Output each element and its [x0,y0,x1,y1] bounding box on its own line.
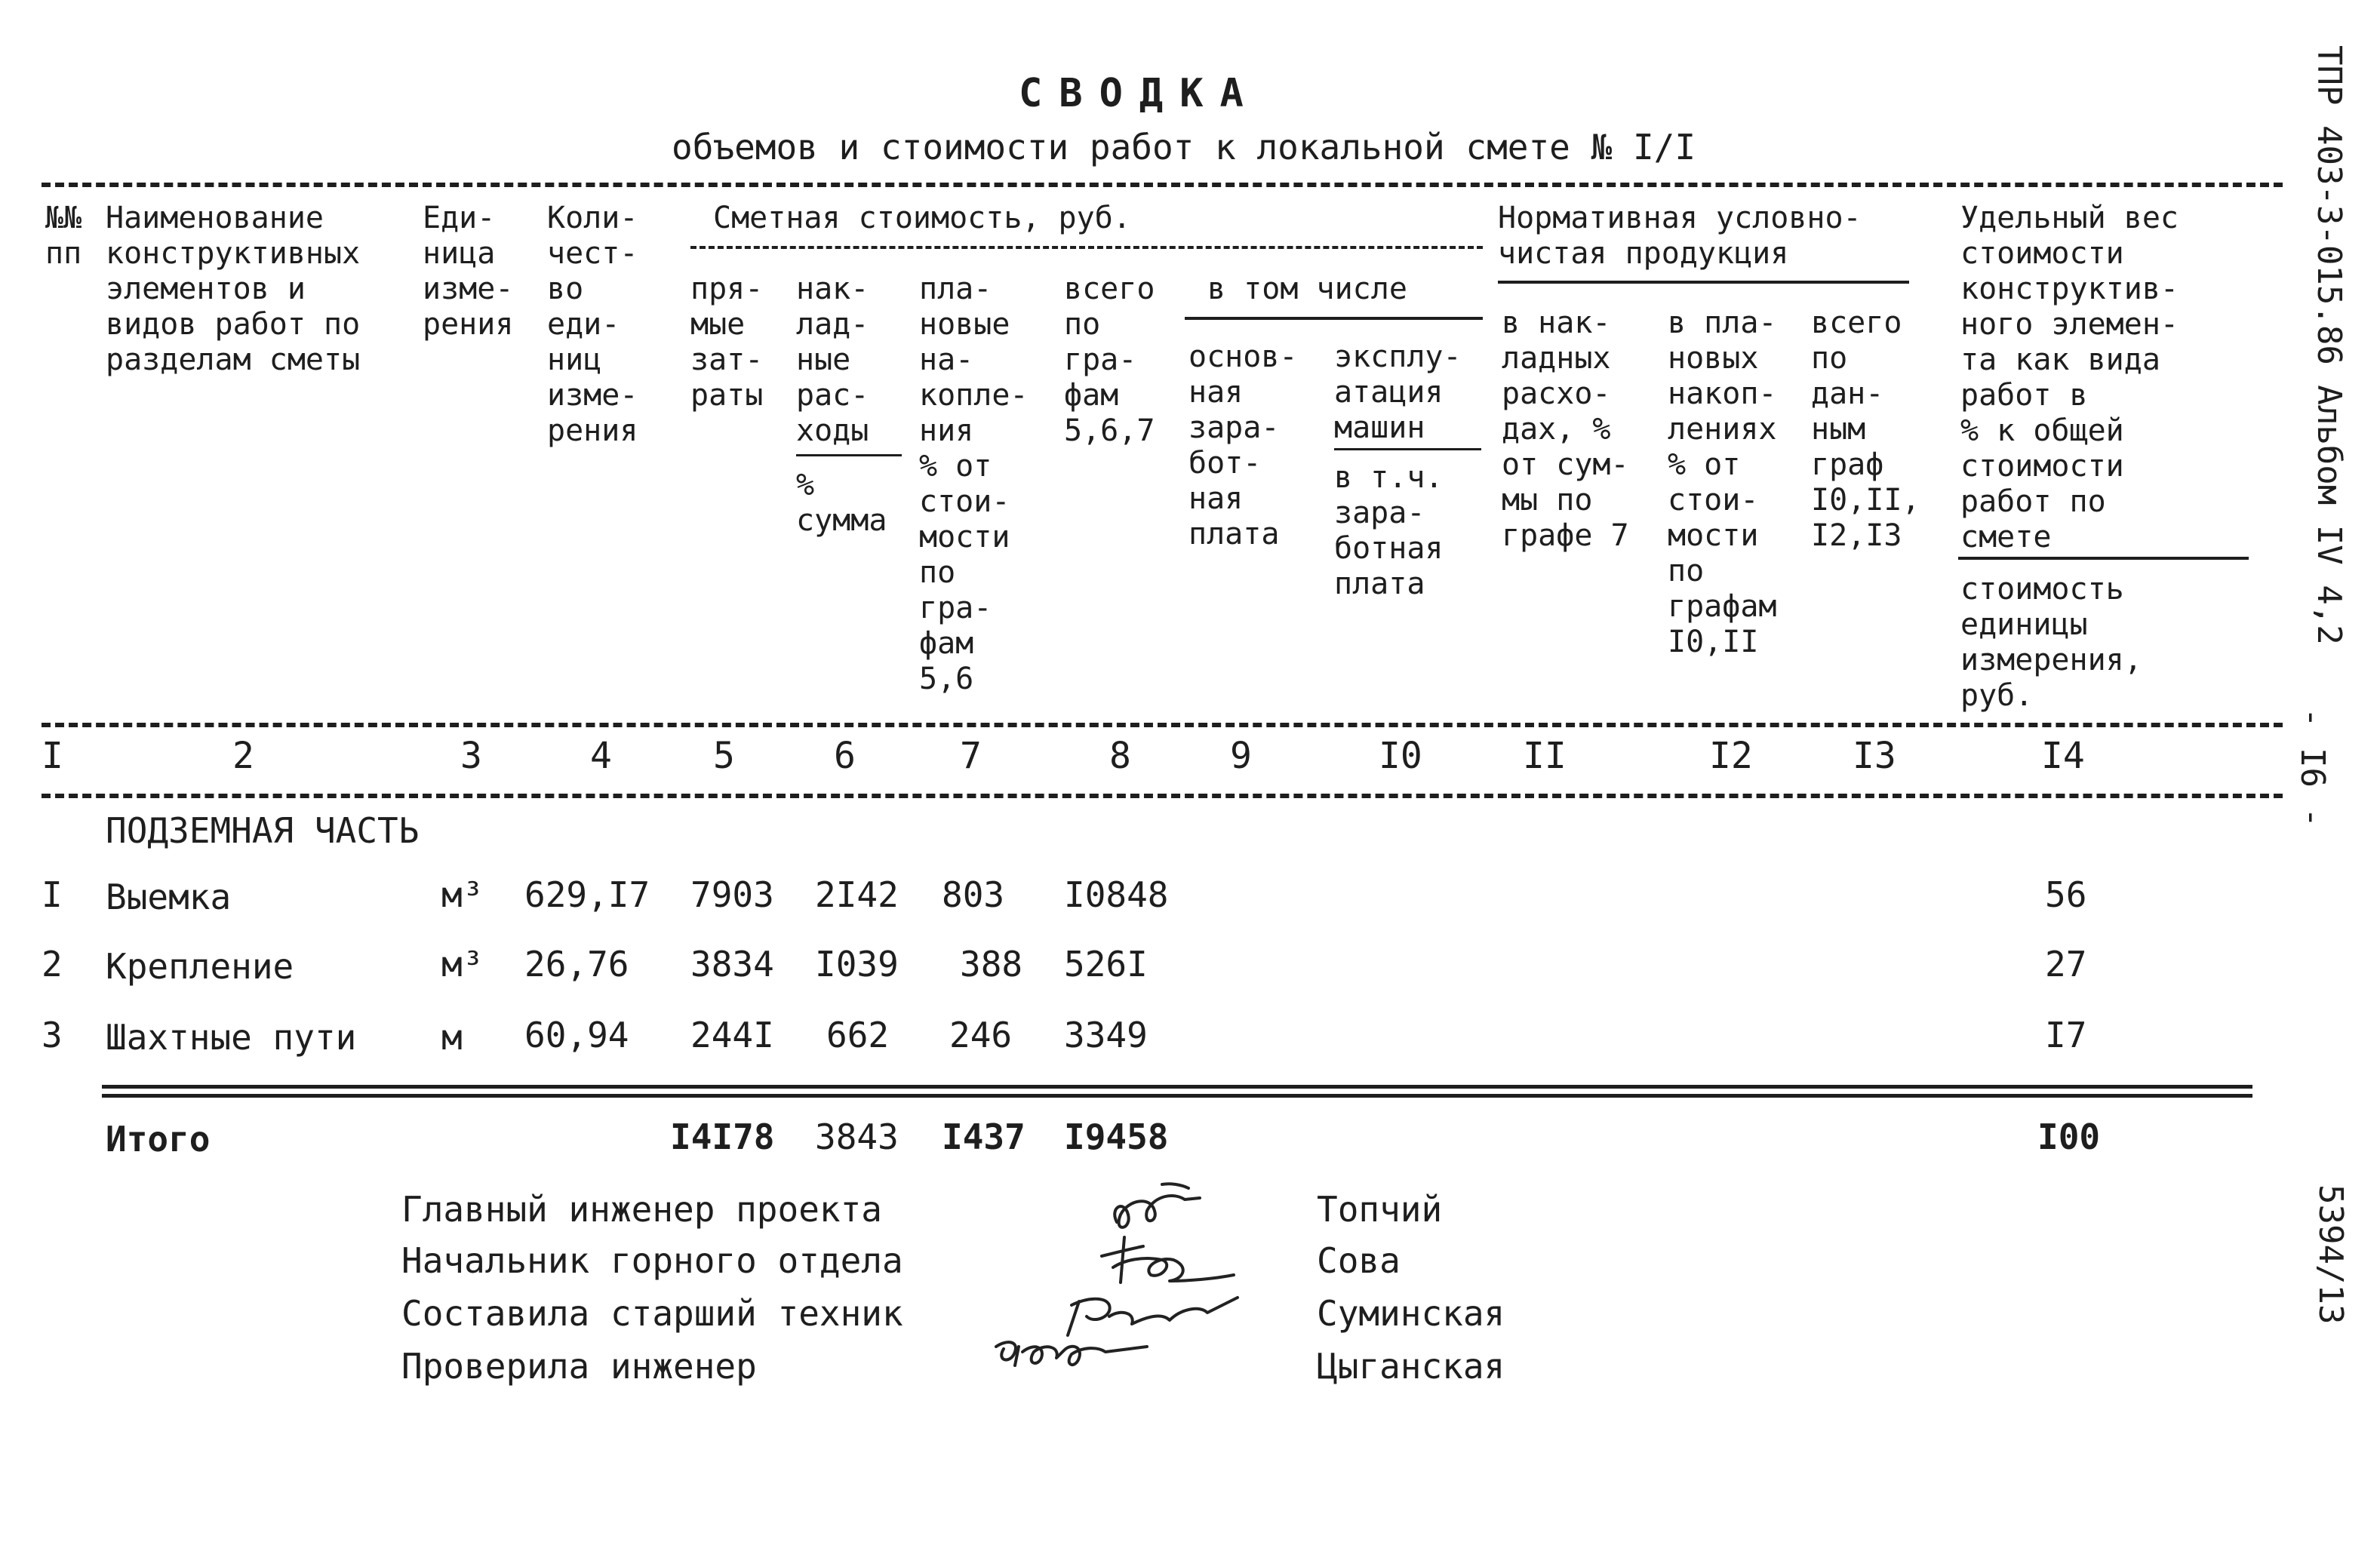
row-name: Крепление [106,946,294,987]
header-norm-group: Нормативная условно- чистая продукция [1498,201,1862,271]
totals-rule-upper [102,1085,2252,1089]
totals-label: Итого [106,1119,211,1160]
col-number-5: 5 [713,735,735,777]
header-col-6-bottom: % сумма [796,468,887,538]
row-share: 27 [2045,944,2087,984]
header-col-13: всего по дан- ным граф I0,II, I2,I3 [1811,306,1920,553]
col-number-9: 9 [1230,735,1252,777]
row-accumulations: 803 [942,874,1005,915]
header-col-11: в нак- ладных расхо- дах, % от сум- мы по графе 7 [1502,306,1629,553]
col-number-12: I2 [1709,735,1753,777]
signature-role-checked-by: Проверила инженер [401,1346,757,1387]
page-number-marker: - I6 - [2293,708,2332,828]
row-accumulations: 388 [960,944,1023,984]
norm-group-rule [1498,281,1909,284]
signature-name-chief-engineer: Топчий [1317,1189,1443,1230]
col-number-1: I [42,735,63,777]
header-col-10-top: эксплу- атация машин [1334,339,1462,445]
col-number-13: I3 [1853,735,1896,777]
row-share: 56 [2045,874,2087,915]
column-numbers-bottom-rule [42,794,2283,798]
row-quantity: 629,I7 [524,874,650,915]
column-numbers-top-rule [42,723,2283,727]
row-overhead: 2I42 [815,874,899,915]
row-direct-costs: 244I [690,1015,774,1055]
signature-role-compiled-by: Составила старший техник [401,1293,903,1334]
row-unit: м³ [441,944,484,984]
row-quantity: 26,76 [524,944,629,984]
cost-group-rule [690,246,1483,249]
row-overhead: I039 [815,944,899,984]
totals-overhead: 3843 [815,1117,899,1157]
incl-group-rule [1185,317,1483,320]
signature-role-chief-engineer: Главный инженер проекта [401,1189,882,1230]
header-col-7: пла- новые на- копле- ния % от стои- мости по гра- фам 5,6 [919,272,1029,696]
row-name: Выемка [106,877,232,917]
header-incl-group: в том числе [1207,272,1407,306]
col-number-7: 7 [960,735,982,777]
handwritten-signatures [973,1154,1305,1403]
col-number-10: I0 [1379,735,1422,777]
header-col-6-top: нак- лад- ные рас- ходы [796,272,869,448]
signature-name-checked-by: Цыганская [1317,1346,1505,1387]
row-direct-costs: 7903 [690,874,774,915]
col-number-11: II [1523,735,1567,777]
row-number: 2 [42,944,63,984]
col-10-divider [1334,448,1481,450]
row-total: I0848 [1064,874,1169,915]
header-col-14-bottom: стоимость единицы измерения, руб. [1960,572,2142,713]
row-accumulations: 246 [949,1015,1013,1055]
col-number-8: 8 [1109,735,1131,777]
row-total: 3349 [1064,1015,1148,1055]
row-name: Шахтные пути [106,1017,357,1058]
row-number: 3 [42,1015,63,1055]
row-share: I7 [2045,1015,2087,1055]
header-col-10-bottom: в т.ч. зара- ботная плата [1334,460,1444,601]
signature-name-compiled-by: Суминская [1317,1293,1505,1334]
header-col-14-top: Удельный вес стоимости конструктив- ного элемен- та как вида работ в % к общей стоимости работ по смете [1960,201,2179,554]
header-col-4: Коли- чест- во еди- ниц изме- рения [547,201,638,448]
row-overhead: 662 [826,1015,890,1055]
document-subtitle: объемов и стоимости работ к локальной смете № I/I [672,127,1696,167]
header-cost-group: Сметная стоимость, руб. [713,201,1131,235]
header-col-1: №№ пп [45,201,82,271]
col-6-divider [796,454,902,456]
header-top-rule [42,183,2283,187]
col-number-4: 4 [590,735,612,777]
row-unit: м³ [441,874,484,915]
section-title: ПОДЗЕМНАЯ ЧАСТЬ [106,810,420,851]
col-number-3: 3 [460,735,482,777]
totals-rule-lower [102,1094,2252,1098]
side-album-code: ТПР 403-3-015.86 Альбом IV 4,2 [2310,45,2348,645]
row-total: 526I [1064,944,1148,984]
header-col-12: в пла- новых накоп- лениях % от стои- мости по графам I0,II [1668,306,1777,659]
col-number-6: 6 [834,735,856,777]
col-number-2: 2 [232,735,254,777]
signature-role-head-of-department: Начальник горного отдела [401,1240,903,1281]
header-col-2: Наименование конструктивных элементов и видов работ по разделам сметы [106,201,361,377]
header-col-5: пря- мые зат- раты [690,272,764,413]
row-number: I [42,874,63,915]
side-document-number: 5394/13 [2311,1184,2350,1325]
row-unit: м [441,1017,463,1058]
totals-share: I00 [2037,1117,2101,1157]
row-quantity: 60,94 [524,1015,629,1055]
header-col-8: всего по гра- фам 5,6,7 [1064,272,1155,448]
signature-name-head-of-department: Сова [1317,1240,1401,1281]
header-col-9: основ- ная зара- бот- ная плата [1188,339,1298,551]
document-title: СВОДКА [1019,71,1260,116]
totals-accumulations: I437 [942,1117,1025,1157]
col-number-14: I4 [2041,735,2085,777]
row-direct-costs: 3834 [690,944,774,984]
totals-direct-costs: I4I78 [670,1117,775,1157]
header-col-3: Еди- ница изме- рения [423,201,514,342]
totals-total: I9458 [1064,1117,1169,1157]
col-14-divider [1958,557,2249,560]
